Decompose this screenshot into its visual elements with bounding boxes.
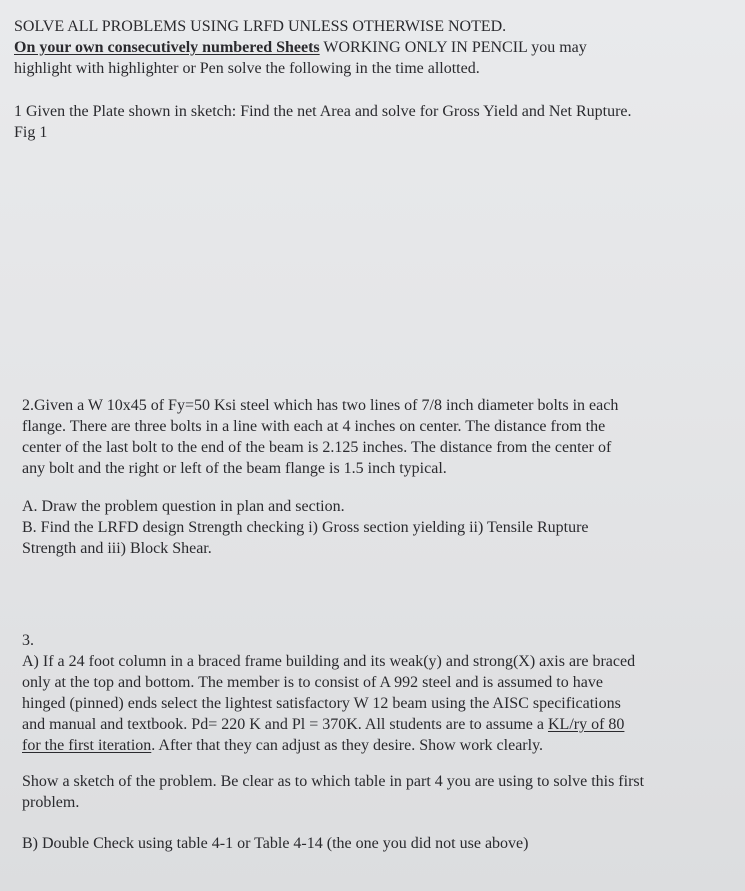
problem-3-klry-assumption: KL/ry of 80 [547,716,625,733]
problem-3 [22,630,635,756]
problem-3-line-5-rest: . After that they can adjust as they desire. Show work clearly. [151,737,544,754]
problem-1 [14,101,632,143]
problem-2-line: any bolt and the right or left of the beam flange is 1.5 inch typical. [22,460,447,477]
sketch-line: problem. [22,794,80,811]
instruction-line-2-rest: WORKING ONLY IN PENCIL you may [319,39,587,56]
problem-2-part-a: A. Draw the problem question in plan and section. [22,498,345,515]
problem-2 [22,395,618,479]
instruction-line-3: highlight with highlighter or Pen solve the following in the time allotted. [14,60,480,77]
problem-2-line: center of the last bolt to the end of the beam is 2.125 inches. The distance from the center of [22,439,612,456]
problem-3-line [22,714,635,735]
instruction-line-2 [14,37,587,58]
instruction-line-1: SOLVE ALL PROBLEMS USING LRFD UNLESS OTHERWISE NOTED. [14,18,507,35]
problem-2-parts [22,496,589,559]
problem-3-line: hinged (pinned) ends select the lightest satisfactory W 12 beam using the AISC specifications [22,695,621,712]
problem-3-part-b [22,833,528,854]
instruction-emphasis: On your own consecutively numbered Sheets [14,39,320,56]
instructions-header [14,16,587,79]
problem-3-first-iteration: for the first iteration [22,737,152,754]
problem-2-line: 2.Given a W 10x45 of Fy=50 Ksi steel which has two lines of 7/8 inch diameter bolts in each [22,397,619,414]
problem-2-line: flange. There are three bolts in a line with each at 4 inches on center. The distance from the [22,418,606,435]
problem-3-line-4-text: and manual and textbook. Pd= 220 K and Pl = 370K. All students are to assume a [22,716,548,733]
problem-2-part-b: B. Find the LRFD design Strength checking i) Gross section yielding ii) Tensile Rupture [22,519,589,536]
problem-3-line: only at the top and bottom. The member is to consist of A 992 steel and is assumed to have [22,674,603,691]
problem-3-line [22,735,635,756]
sketch-line: Show a sketch of the problem. Be clear as to which table in part 4 you are using to solve this first [22,773,645,790]
problem-1-figure-label: Fig 1 [14,124,48,141]
problem-2-part-b-cont: Strength and iii) Block Shear. [22,540,212,557]
problem-1-statement: 1 Given the Plate shown in sketch: Find the net Area and solve for Gross Yield and Net Rupture. [14,103,632,120]
problem-3-number: 3. [22,632,34,649]
problem-3-part-b-text: B) Double Check using table 4-1 or Table 4-14 (the one you did not use above) [22,835,529,852]
problem-3-line: A) If a 24 foot column in a braced frame building and its weak(y) and strong(X) axis are braced [22,653,636,670]
problem-3-sketch-instruction [22,771,644,813]
